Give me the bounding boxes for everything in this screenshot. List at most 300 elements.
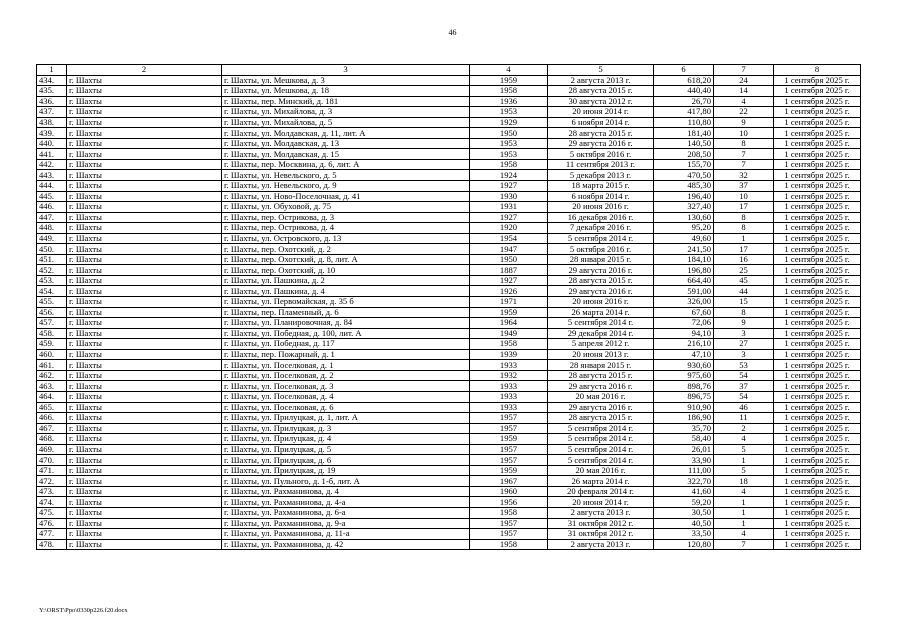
cell-row-number: 444. — [37, 181, 67, 192]
cell-deadline: 1 сентября 2025 г. — [774, 349, 861, 360]
cell-row-number: 465. — [37, 402, 67, 413]
table-row — [37, 381, 861, 392]
cell-row-number: 438. — [37, 117, 67, 128]
cell-row-number: 445. — [37, 191, 67, 202]
cell-survey-date: 20 июня 2014 г. — [548, 497, 654, 508]
cell-deadline: 1 сентября 2025 г. — [774, 128, 861, 139]
cell-row-number: 478. — [37, 539, 67, 550]
cell-city: г. Шахты — [67, 434, 222, 445]
cell-row-number: 473. — [37, 486, 67, 497]
cell-residents: 10 — [714, 191, 774, 202]
cell-address: г. Шахты, пер. Минский, д. 181 — [222, 96, 470, 107]
cell-city: г. Шахты — [67, 297, 222, 308]
column-header-6: 6 — [654, 65, 714, 76]
table-row — [37, 307, 861, 318]
cell-row-number: 440. — [37, 138, 67, 149]
cell-deadline: 1 сентября 2025 г. — [774, 529, 861, 540]
cell-residents: 7 — [714, 159, 774, 170]
cell-area: 155,70 — [654, 159, 714, 170]
cell-survey-date: 26 марта 2014 г. — [548, 307, 654, 318]
cell-city: г. Шахты — [67, 75, 222, 86]
cell-city: г. Шахты — [67, 138, 222, 149]
column-header-5: 5 — [548, 65, 654, 76]
cell-area: 326,00 — [654, 297, 714, 308]
cell-build-year: 1924 — [470, 170, 548, 181]
cell-build-year: 1957 — [470, 518, 548, 529]
cell-row-number: 464. — [37, 391, 67, 402]
cell-row-number: 475. — [37, 507, 67, 518]
cell-deadline: 1 сентября 2025 г. — [774, 486, 861, 497]
cell-residents: 18 — [714, 476, 774, 487]
cell-row-number: 466. — [37, 413, 67, 424]
column-header-3: 3 — [222, 65, 470, 76]
cell-residents: 16 — [714, 254, 774, 265]
cell-survey-date: 29 августа 2016 г. — [548, 138, 654, 149]
cell-residents: 7 — [714, 149, 774, 160]
cell-build-year: 1930 — [470, 191, 548, 202]
cell-build-year: 1958 — [470, 86, 548, 97]
cell-row-number: 453. — [37, 275, 67, 286]
cell-city: г. Шахты — [67, 233, 222, 244]
cell-build-year: 1957 — [470, 455, 548, 466]
cell-deadline: 1 сентября 2025 г. — [774, 202, 861, 213]
cell-deadline: 1 сентября 2025 г. — [774, 138, 861, 149]
cell-address: г. Шахты, пер. Пожарный, д. 1 — [222, 349, 470, 360]
cell-residents: 1 — [714, 455, 774, 466]
cell-deadline: 1 сентября 2025 г. — [774, 265, 861, 276]
housing-table — [36, 64, 861, 550]
table-row — [37, 465, 861, 476]
column-header-4: 4 — [470, 65, 548, 76]
cell-address: г. Шахты, ул. Невельского, д. 9 — [222, 181, 470, 192]
cell-city: г. Шахты — [67, 107, 222, 118]
cell-build-year: 1971 — [470, 297, 548, 308]
table-row — [37, 349, 861, 360]
cell-survey-date: 5 сентября 2014 г. — [548, 423, 654, 434]
table-row — [37, 275, 861, 286]
cell-area: 930,60 — [654, 360, 714, 371]
table-row — [37, 233, 861, 244]
cell-address: г. Шахты, ул. Пульного, д. 1-б, лит. А — [222, 476, 470, 487]
cell-city: г. Шахты — [67, 117, 222, 128]
cell-city: г. Шахты — [67, 265, 222, 276]
table-row — [37, 265, 861, 276]
cell-city: г. Шахты — [67, 307, 222, 318]
cell-area: 130,60 — [654, 212, 714, 223]
cell-survey-date: 29 августа 2016 г. — [548, 381, 654, 392]
cell-deadline: 1 сентября 2025 г. — [774, 328, 861, 339]
cell-build-year: 1953 — [470, 107, 548, 118]
table-row — [37, 138, 861, 149]
cell-row-number: 469. — [37, 444, 67, 455]
cell-address: г. Шахты, пер. Острикова, д. 4 — [222, 223, 470, 234]
cell-address: г. Шахты, ул. Первомайская, д. 35 б — [222, 297, 470, 308]
table-row — [37, 286, 861, 297]
cell-survey-date: 7 декабря 2016 г. — [548, 223, 654, 234]
cell-area: 72,06 — [654, 318, 714, 329]
table-row — [37, 486, 861, 497]
cell-area: 26,70 — [654, 96, 714, 107]
cell-city: г. Шахты — [67, 170, 222, 181]
cell-survey-date: 29 декабря 2014 г. — [548, 328, 654, 339]
cell-city: г. Шахты — [67, 476, 222, 487]
table-row — [37, 202, 861, 213]
cell-area: 33,90 — [654, 455, 714, 466]
cell-area: 41,60 — [654, 486, 714, 497]
cell-residents: 4 — [714, 96, 774, 107]
table-row — [37, 244, 861, 255]
cell-city: г. Шахты — [67, 370, 222, 381]
cell-city: г. Шахты — [67, 423, 222, 434]
cell-residents: 8 — [714, 307, 774, 318]
cell-residents: 9 — [714, 318, 774, 329]
table-row — [37, 107, 861, 118]
cell-deadline: 1 сентября 2025 г. — [774, 391, 861, 402]
cell-city: г. Шахты — [67, 518, 222, 529]
cell-residents: 1 — [714, 497, 774, 508]
table-row — [37, 507, 861, 518]
cell-residents: 53 — [714, 360, 774, 371]
cell-area: 591,00 — [654, 286, 714, 297]
cell-row-number: 446. — [37, 202, 67, 213]
cell-city: г. Шахты — [67, 223, 222, 234]
cell-build-year: 1958 — [470, 507, 548, 518]
cell-survey-date: 18 марта 2015 г. — [548, 181, 654, 192]
cell-city: г. Шахты — [67, 159, 222, 170]
table-row — [37, 413, 861, 424]
cell-area: 95,20 — [654, 223, 714, 234]
cell-row-number: 467. — [37, 423, 67, 434]
cell-residents: 11 — [714, 413, 774, 424]
cell-build-year: 1953 — [470, 149, 548, 160]
cell-residents: 14 — [714, 86, 774, 97]
table-row — [37, 360, 861, 371]
cell-residents: 2 — [714, 423, 774, 434]
cell-residents: 4 — [714, 529, 774, 540]
cell-deadline: 1 сентября 2025 г. — [774, 444, 861, 455]
cell-residents: 4 — [714, 434, 774, 445]
cell-deadline: 1 сентября 2025 г. — [774, 370, 861, 381]
cell-residents: 25 — [714, 265, 774, 276]
cell-residents: 3 — [714, 328, 774, 339]
cell-deadline: 1 сентября 2025 г. — [774, 539, 861, 550]
column-header-8: 8 — [774, 65, 861, 76]
cell-city: г. Шахты — [67, 349, 222, 360]
cell-row-number: 452. — [37, 265, 67, 276]
cell-address: г. Шахты, ул. Рахманинова, д. 11-а — [222, 529, 470, 540]
cell-row-number: 437. — [37, 107, 67, 118]
cell-residents: 9 — [714, 117, 774, 128]
cell-build-year: 1939 — [470, 349, 548, 360]
cell-residents: 27 — [714, 339, 774, 350]
cell-residents: 46 — [714, 402, 774, 413]
cell-row-number: 441. — [37, 149, 67, 160]
cell-address: г. Шахты, ул. Михайлова, д. 3 — [222, 107, 470, 118]
cell-survey-date: 2 августа 2013 г. — [548, 75, 654, 86]
footer-file-path: Y:\ORST\Ppo\0330p226.f20.docx — [39, 607, 128, 614]
cell-deadline: 1 сентября 2025 г. — [774, 233, 861, 244]
cell-deadline: 1 сентября 2025 г. — [774, 170, 861, 181]
cell-address: г. Шахты, ул. Молдавская, д. 11, лит. А — [222, 128, 470, 139]
cell-survey-date: 11 сентября 2013 г. — [548, 159, 654, 170]
cell-city: г. Шахты — [67, 191, 222, 202]
cell-build-year: 1958 — [470, 339, 548, 350]
cell-build-year: 1959 — [470, 307, 548, 318]
cell-build-year: 1964 — [470, 318, 548, 329]
cell-address: г. Шахты, пер. Москвина, д. 6, лит. А — [222, 159, 470, 170]
cell-survey-date: 2 августа 2013 г. — [548, 507, 654, 518]
cell-address: г. Шахты, ул. Молдавская, д. 13 — [222, 138, 470, 149]
cell-build-year: 1927 — [470, 181, 548, 192]
cell-deadline: 1 сентября 2025 г. — [774, 107, 861, 118]
cell-survey-date: 5 апреля 2012 г. — [548, 339, 654, 350]
table-header-row — [37, 65, 861, 76]
cell-area: 181,40 — [654, 128, 714, 139]
cell-row-number: 447. — [37, 212, 67, 223]
cell-area: 470,50 — [654, 170, 714, 181]
cell-address: г. Шахты, пер. Охотский, д. 8, лит. А — [222, 254, 470, 265]
cell-survey-date: 5 сентября 2014 г. — [548, 434, 654, 445]
cell-build-year: 1949 — [470, 328, 548, 339]
cell-row-number: 462. — [37, 370, 67, 381]
cell-build-year: 1957 — [470, 423, 548, 434]
cell-build-year: 1887 — [470, 265, 548, 276]
cell-address: г. Шахты, ул. Поселковая, д. 2 — [222, 370, 470, 381]
cell-row-number: 477. — [37, 529, 67, 540]
table-row — [37, 391, 861, 402]
cell-residents: 32 — [714, 170, 774, 181]
cell-residents: 3 — [714, 349, 774, 360]
cell-area: 417,80 — [654, 107, 714, 118]
cell-row-number: 443. — [37, 170, 67, 181]
cell-build-year: 1931 — [470, 202, 548, 213]
cell-city: г. Шахты — [67, 413, 222, 424]
table-row — [37, 128, 861, 139]
table-row — [37, 497, 861, 508]
column-header-7: 7 — [714, 65, 774, 76]
cell-area: 196,40 — [654, 191, 714, 202]
cell-deadline: 1 сентября 2025 г. — [774, 307, 861, 318]
cell-deadline: 1 сентября 2025 г. — [774, 286, 861, 297]
cell-address: г. Шахты, ул. Поселковая, д. 4 — [222, 391, 470, 402]
cell-survey-date: 28 августа 2015 г. — [548, 128, 654, 139]
cell-address: г. Шахты, ул. Поселковая, д. 3 — [222, 381, 470, 392]
cell-address: г. Шахты, ул. Рахманинова, д. 9-а — [222, 518, 470, 529]
cell-address: г. Шахты, ул. Рахманинова, д. 42 — [222, 539, 470, 550]
cell-deadline: 1 сентября 2025 г. — [774, 149, 861, 160]
cell-city: г. Шахты — [67, 486, 222, 497]
cell-deadline: 1 сентября 2025 г. — [774, 159, 861, 170]
cell-area: 58,40 — [654, 434, 714, 445]
cell-build-year: 1957 — [470, 444, 548, 455]
cell-row-number: 476. — [37, 518, 67, 529]
cell-deadline: 1 сентября 2025 г. — [774, 212, 861, 223]
cell-address: г. Шахты, ул. Молдавская, д. 15 — [222, 149, 470, 160]
table-row — [37, 529, 861, 540]
cell-row-number: 434. — [37, 75, 67, 86]
cell-build-year: 1929 — [470, 117, 548, 128]
cell-city: г. Шахты — [67, 507, 222, 518]
cell-city: г. Шахты — [67, 328, 222, 339]
cell-deadline: 1 сентября 2025 г. — [774, 223, 861, 234]
cell-build-year: 1927 — [470, 212, 548, 223]
cell-deadline: 1 сентября 2025 г. — [774, 413, 861, 424]
cell-residents: 8 — [714, 138, 774, 149]
cell-area: 59,20 — [654, 497, 714, 508]
cell-residents: 7 — [714, 539, 774, 550]
cell-deadline: 1 сентября 2025 г. — [774, 402, 861, 413]
cell-row-number: 463. — [37, 381, 67, 392]
cell-row-number: 448. — [37, 223, 67, 234]
cell-deadline: 1 сентября 2025 г. — [774, 275, 861, 286]
cell-address: г. Шахты, ул. Пашкина, д. 4 — [222, 286, 470, 297]
cell-build-year: 1954 — [470, 233, 548, 244]
cell-city: г. Шахты — [67, 339, 222, 350]
cell-survey-date: 5 сентября 2014 г. — [548, 233, 654, 244]
cell-survey-date: 29 августа 2016 г. — [548, 286, 654, 297]
cell-survey-date: 28 августа 2015 г. — [548, 86, 654, 97]
cell-row-number: 454. — [37, 286, 67, 297]
cell-row-number: 449. — [37, 233, 67, 244]
cell-address: г. Шахты, ул. Ново-Поселочная, д. 41 — [222, 191, 470, 202]
cell-area: 216,10 — [654, 339, 714, 350]
cell-row-number: 472. — [37, 476, 67, 487]
cell-survey-date: 20 июня 2016 г. — [548, 297, 654, 308]
cell-deadline: 1 сентября 2025 г. — [774, 244, 861, 255]
cell-row-number: 436. — [37, 96, 67, 107]
cell-city: г. Шахты — [67, 455, 222, 466]
cell-build-year: 1947 — [470, 244, 548, 255]
cell-area: 898,76 — [654, 381, 714, 392]
cell-city: г. Шахты — [67, 286, 222, 297]
cell-city: г. Шахты — [67, 96, 222, 107]
cell-survey-date: 6 ноября 2014 г. — [548, 117, 654, 128]
cell-build-year: 1950 — [470, 128, 548, 139]
table-row — [37, 117, 861, 128]
table-row — [37, 297, 861, 308]
cell-build-year: 1960 — [470, 486, 548, 497]
cell-build-year: 1959 — [470, 465, 548, 476]
cell-deadline: 1 сентября 2025 г. — [774, 518, 861, 529]
cell-address: г. Шахты, пер. Охотский, д. 2 — [222, 244, 470, 255]
cell-address: г. Шахты, ул. Поселковая, д. 1 — [222, 360, 470, 371]
cell-address: г. Шахты, ул. Прилуцкая, д. 1, лит. А — [222, 413, 470, 424]
cell-area: 111,00 — [654, 465, 714, 476]
table-row — [37, 328, 861, 339]
cell-area: 120,80 — [654, 539, 714, 550]
cell-city: г. Шахты — [67, 149, 222, 160]
cell-survey-date: 20 июня 2013 г. — [548, 349, 654, 360]
cell-residents: 8 — [714, 212, 774, 223]
cell-build-year: 1958 — [470, 539, 548, 550]
cell-deadline: 1 сентября 2025 г. — [774, 423, 861, 434]
table-row — [37, 191, 861, 202]
cell-row-number: 468. — [37, 434, 67, 445]
cell-area: 618,20 — [654, 75, 714, 86]
cell-build-year: 1933 — [470, 381, 548, 392]
cell-deadline: 1 сентября 2025 г. — [774, 455, 861, 466]
table-row — [37, 149, 861, 160]
cell-survey-date: 29 августа 2016 г. — [548, 265, 654, 276]
cell-address: г. Шахты, ул. Победная, д. 100, лит. А — [222, 328, 470, 339]
cell-area: 896,75 — [654, 391, 714, 402]
cell-area: 140,50 — [654, 138, 714, 149]
cell-area: 975,60 — [654, 370, 714, 381]
cell-residents: 44 — [714, 286, 774, 297]
table-row — [37, 444, 861, 455]
page-number: 46 — [448, 28, 457, 37]
cell-city: г. Шахты — [67, 212, 222, 223]
cell-city: г. Шахты — [67, 539, 222, 550]
cell-survey-date: 28 августа 2015 г. — [548, 413, 654, 424]
cell-build-year: 1967 — [470, 476, 548, 487]
cell-row-number: 442. — [37, 159, 67, 170]
cell-address: г. Шахты, ул. Мешкова, д. 3 — [222, 75, 470, 86]
cell-area: 910,90 — [654, 402, 714, 413]
cell-residents: 1 — [714, 518, 774, 529]
cell-build-year: 1920 — [470, 223, 548, 234]
cell-deadline: 1 сентября 2025 г. — [774, 381, 861, 392]
table-row — [37, 518, 861, 529]
cell-deadline: 1 сентября 2025 г. — [774, 339, 861, 350]
cell-deadline: 1 сентября 2025 г. — [774, 465, 861, 476]
cell-area: 47,10 — [654, 349, 714, 360]
cell-residents: 45 — [714, 275, 774, 286]
table-row — [37, 318, 861, 329]
cell-city: г. Шахты — [67, 86, 222, 97]
cell-survey-date: 20 мая 2016 г. — [548, 391, 654, 402]
table-row — [37, 455, 861, 466]
cell-residents: 10 — [714, 128, 774, 139]
cell-address: г. Шахты, ул. Прилуцкая, д. 5 — [222, 444, 470, 455]
cell-city: г. Шахты — [67, 402, 222, 413]
table-row — [37, 539, 861, 550]
cell-area: 440,40 — [654, 86, 714, 97]
table-row — [37, 339, 861, 350]
cell-residents: 54 — [714, 391, 774, 402]
cell-build-year: 1933 — [470, 402, 548, 413]
cell-row-number: 471. — [37, 465, 67, 476]
cell-row-number: 461. — [37, 360, 67, 371]
cell-area: 664,40 — [654, 275, 714, 286]
cell-survey-date: 31 октября 2012 г. — [548, 518, 654, 529]
cell-residents: 8 — [714, 223, 774, 234]
cell-area: 49,60 — [654, 233, 714, 244]
table-row — [37, 159, 861, 170]
cell-residents: 54 — [714, 370, 774, 381]
cell-city: г. Шахты — [67, 318, 222, 329]
cell-deadline: 1 сентября 2025 г. — [774, 434, 861, 445]
cell-city: г. Шахты — [67, 497, 222, 508]
cell-build-year: 1927 — [470, 275, 548, 286]
cell-area: 196,80 — [654, 265, 714, 276]
cell-area: 94,10 — [654, 328, 714, 339]
cell-build-year: 1953 — [470, 138, 548, 149]
cell-address: г. Шахты, ул. Прилуцкая, д. 6 — [222, 455, 470, 466]
cell-city: г. Шахты — [67, 181, 222, 192]
cell-area: 26,01 — [654, 444, 714, 455]
cell-row-number: 450. — [37, 244, 67, 255]
cell-survey-date: 20 июня 2016 г. — [548, 202, 654, 213]
cell-address: г. Шахты, ул. Прилуцкая, д. 4 — [222, 434, 470, 445]
cell-residents: 24 — [714, 75, 774, 86]
cell-survey-date: 2 августа 2013 г. — [548, 539, 654, 550]
table-row — [37, 223, 861, 234]
cell-address: г. Шахты, ул. Рахманинова, д. 4-а — [222, 497, 470, 508]
cell-city: г. Шахты — [67, 381, 222, 392]
cell-survey-date: 5 сентября 2014 г. — [548, 455, 654, 466]
column-header-1: 1 — [37, 65, 67, 76]
